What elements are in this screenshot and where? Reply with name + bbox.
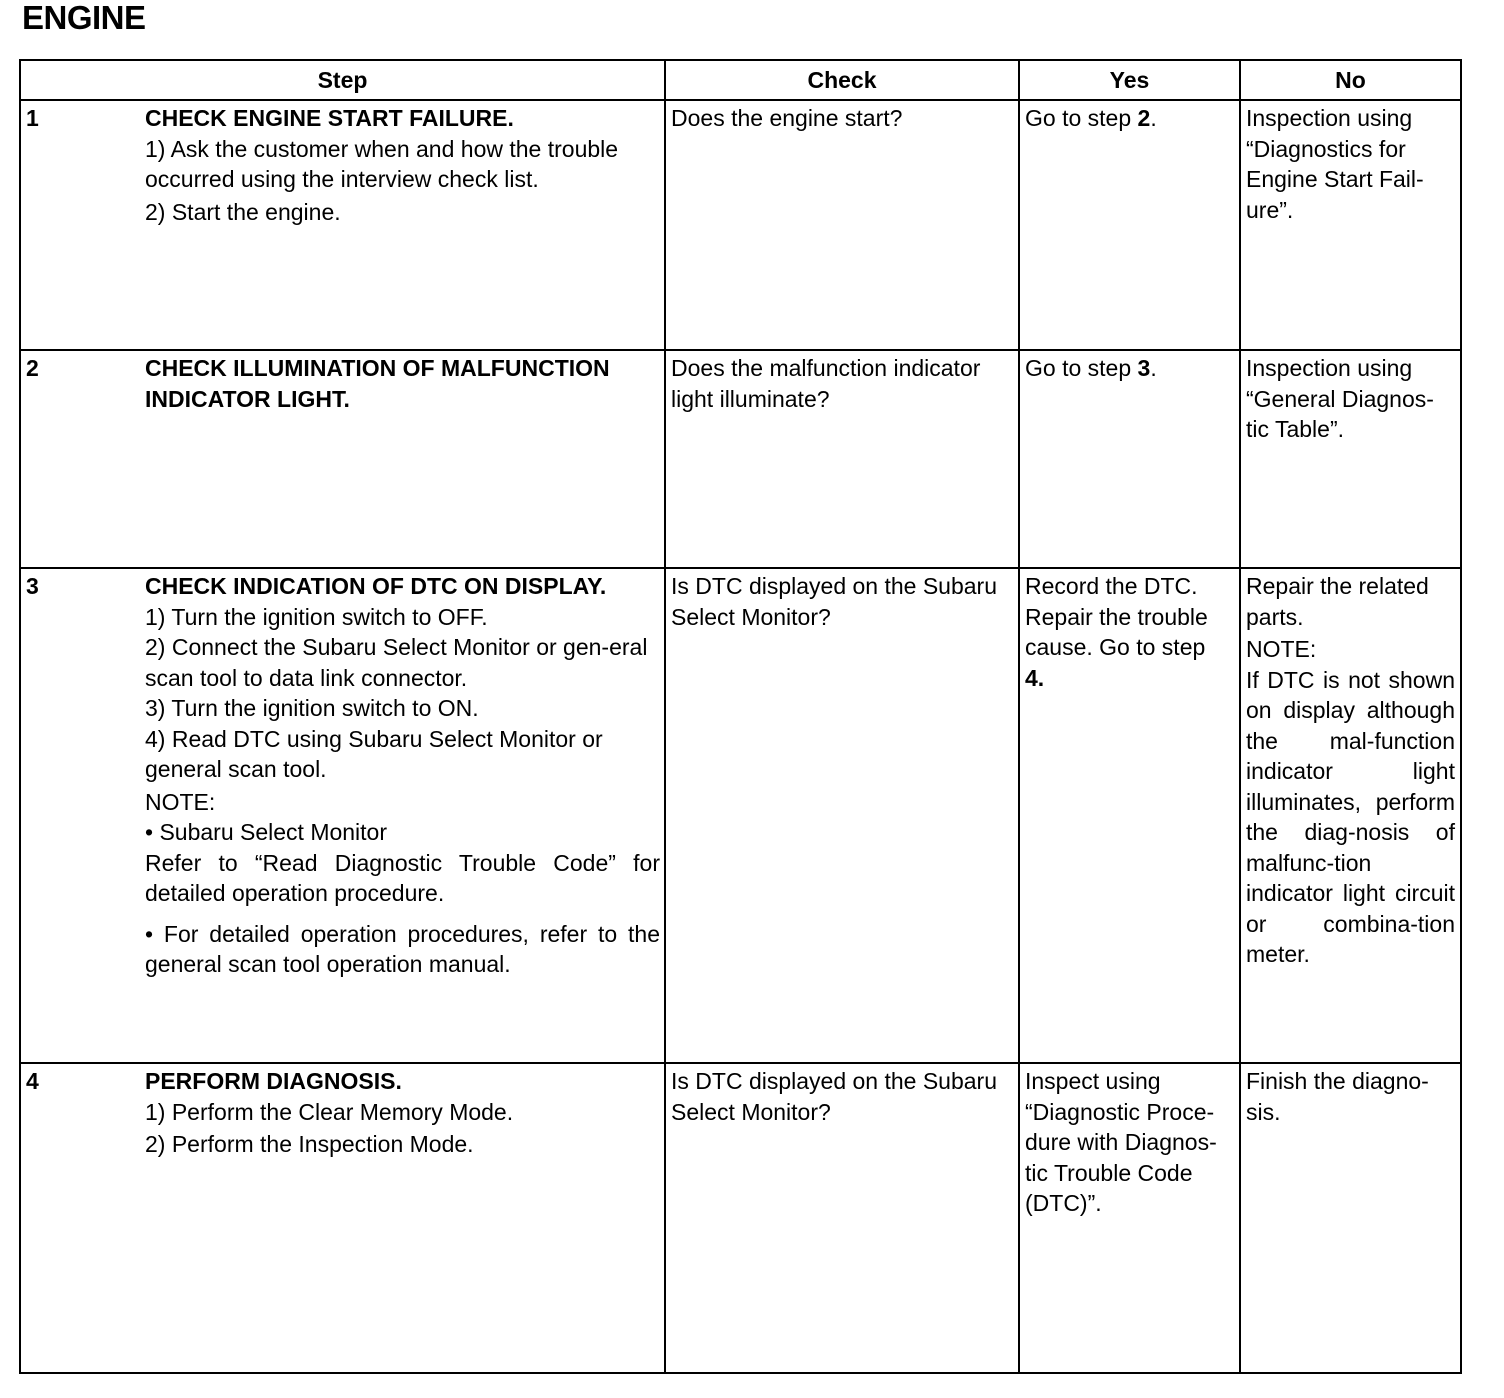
no-cell (1240, 350, 1461, 568)
yes-cell (1019, 350, 1240, 568)
column-header-yes: Yes (1019, 60, 1240, 100)
check-text: Is DTC displayed on the Subaru Select Monitor? (671, 573, 998, 630)
step-cell (20, 350, 665, 568)
step-number: 1 (26, 105, 39, 131)
table-row (20, 1063, 1461, 1373)
no-text: Repair the related parts. (1246, 573, 1429, 630)
step-item: 2) Perform the Inspection Mode. (145, 1131, 474, 1157)
step-title: CHECK ENGINE START FAILURE. (145, 105, 514, 131)
step-number: 2 (26, 355, 39, 381)
check-cell (665, 100, 1019, 350)
check-cell (665, 1063, 1019, 1373)
yes-cell (1019, 100, 1240, 350)
diagnostic-table (19, 59, 1462, 1374)
step-item: 2) Start the engine. (145, 198, 341, 225)
check-text: Does the engine start? (671, 105, 903, 131)
step-cell (20, 100, 665, 350)
step-number: 4 (26, 1068, 39, 1094)
check-cell (665, 568, 1019, 1063)
no-cell (1240, 568, 1461, 1063)
check-text: Does the malfunction indicator light illuminate? (671, 355, 981, 412)
no-cell (1240, 1063, 1461, 1373)
note-bullet: • For detailed operation procedures, refer to the general scan tool operation manual. (145, 920, 660, 977)
table-row (20, 568, 1461, 1063)
step-number: 3 (26, 573, 39, 599)
yes-text: Go to step (1025, 105, 1138, 131)
column-header-check: Check (665, 60, 1019, 100)
check-text: Is DTC displayed on the Subaru Select Monitor? (671, 1068, 998, 1125)
step-item: 4) Read DTC using Subaru Select Monitor or general scan tool. (145, 725, 603, 782)
no-text: Inspection using “Diagnostics for Engine Start Fail-ure”. (1246, 105, 1424, 223)
table-row (20, 100, 1461, 350)
page-title: ENGINE (22, 0, 146, 36)
yes-step-link: 4 (1025, 664, 1038, 691)
yes-suffix: . (1150, 355, 1157, 381)
step-title: CHECK ILLUMINATION OF MALFUNCTION INDICATOR LIGHT. (145, 355, 610, 412)
yes-step-link: 2 (1137, 105, 1151, 131)
yes-suffix: . (1150, 105, 1157, 131)
step-item: 1) Perform the Clear Memory Mode. (145, 1098, 514, 1125)
step-item: 3) Turn the ignition switch to ON. (145, 695, 479, 721)
no-cell (1240, 100, 1461, 350)
note-text: Refer to “Read Diagnostic Trouble Code” for detailed operation procedure. (145, 849, 660, 906)
step-item: 1) Ask the customer when and how the trouble occurred using the interview check list. (145, 135, 619, 192)
no-text: Inspection using “General Diagnos-tic Table”. (1246, 355, 1434, 442)
yes-cell (1019, 1063, 1240, 1373)
no-note-text: If DTC is not shown on display although the mal-function indicator light illuminates, perform the diag-nosis of malfunc-tion indicator light circuit or combina-tion meter. (1246, 666, 1455, 967)
column-header-no: No (1240, 60, 1461, 100)
yes-text: Inspect using “Diagnostic Proce-dure with Diagnos-tic Trouble Code (DTC)”. (1025, 1068, 1217, 1216)
column-header-step: Step (20, 60, 665, 100)
step-cell (20, 1063, 665, 1373)
yes-text: Record the DTC. Repair the trouble cause. Go to step (1025, 573, 1208, 660)
note-label: NOTE: (145, 788, 216, 815)
no-note-label: NOTE: (1246, 636, 1317, 662)
yes-step-link: 3 (1137, 355, 1151, 381)
table-header-row (20, 60, 1461, 100)
yes-cell (1019, 568, 1240, 1063)
check-cell (665, 350, 1019, 568)
table-row (20, 350, 1461, 568)
step-title: PERFORM DIAGNOSIS. (145, 1068, 402, 1094)
yes-text: Go to step (1025, 355, 1138, 381)
step-item: 2) Connect the Subaru Select Monitor or gen-eral scan tool to data link connector. (145, 634, 648, 691)
no-text: Finish the diagno-sis. (1246, 1068, 1429, 1125)
step-cell (20, 568, 665, 1063)
step-item: 1) Turn the ignition switch to OFF. (145, 603, 488, 630)
yes-suffix: . (1037, 664, 1045, 691)
step-title: CHECK INDICATION OF DTC ON DISPLAY. (145, 573, 607, 599)
note-bullet: • Subaru Select Monitor (145, 819, 388, 845)
